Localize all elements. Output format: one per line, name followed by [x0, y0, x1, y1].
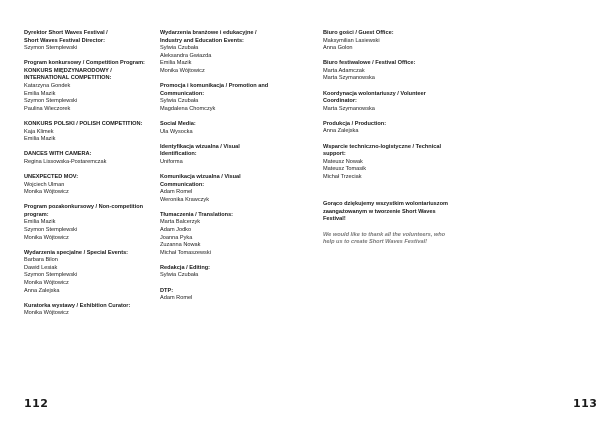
credit-person-name: Paulina Wieczorek [24, 105, 71, 112]
credit-block [323, 144, 473, 182]
credit-role-heading: Social Media: [160, 120, 196, 127]
credit-block [24, 250, 174, 296]
credit-role-heading: Promocja i komunikacja / Promotion and Communication: [160, 83, 269, 97]
credit-person-name: Anna Golon [323, 45, 353, 52]
credit-role-heading: Produkcja / Production: [323, 120, 387, 127]
credit-person-name: Monika Wójtowicz [24, 189, 69, 196]
credit-role-heading: Biuro festiwalowe / Festival Office: [323, 60, 416, 67]
credit-person-name: Michał Trzeciak [323, 173, 362, 180]
credit-person-name: Emilia Mazik [24, 219, 56, 226]
credit-person-name: Adam Jodko [160, 226, 192, 233]
page-number-right: 113 [573, 397, 598, 410]
credit-block [160, 30, 310, 76]
credit-person-name: Adam Romel [160, 295, 193, 302]
thanks-message-polish: Gorąco dziękujemy wszystkim wolontariuszom zaangażowanym w tworzenie Short Waves Festival! [323, 201, 448, 223]
credit-person-name: Monika Wójtowicz [24, 310, 69, 317]
credit-block [24, 174, 174, 197]
credit-role-heading: UNEXPECTED MOV: [24, 173, 79, 180]
credit-role-heading: Wsparcie techniczno-logistyczne / Technical support: [323, 143, 442, 158]
credit-person-name: Emilia Mazik [24, 136, 56, 143]
credits-column-3 [323, 30, 473, 247]
credit-person-name: Magdalena Chomczyk [160, 105, 216, 112]
credit-role-heading: DANCES WITH CAMERA: [24, 151, 92, 158]
credit-block [323, 60, 473, 83]
credit-person-name: Marta Szymanowska [323, 105, 375, 112]
credit-role-heading: Identyfikacja wizualna / Visual Identification: [160, 143, 240, 158]
credit-person-name: Dawid Lesiak [24, 264, 58, 271]
credit-role-heading: Koordynacja wolontariuszy / Volunteer Coordinator: [323, 90, 426, 105]
credit-role-heading: Wydarzenia branżowe i edukacyjne / Industry and Education Events: [160, 30, 257, 44]
credit-role-heading: Biuro gości / Guest Office: [323, 30, 394, 36]
credit-person-name: Anna Zalejska [323, 128, 359, 135]
credits-column-3-blocks [323, 30, 473, 182]
credit-role-heading: Dyrektor Short Waves Festival / Short Waves Festival Director: [24, 30, 108, 44]
credit-person-name: Sylwia Czubała [160, 98, 199, 105]
credit-person-name: Szymon Stemplewski [24, 226, 78, 233]
credit-block [323, 91, 473, 114]
credits-column-2 [160, 30, 310, 310]
credit-block [323, 121, 473, 136]
credit-person-name: Mateusz Nowak [323, 158, 363, 165]
credits-column-1 [24, 30, 174, 325]
credit-person-name: Zuzanna Nowak [160, 242, 201, 249]
credit-block [24, 121, 174, 144]
credit-block [24, 30, 174, 53]
credit-person-name: Szymon Stemplewski [24, 272, 78, 279]
credit-role-heading: Program konkursowy / Competition Program: KONKURS MIĘDZYNARODOWY / INTERNATIONAL COMPETITION: [24, 60, 145, 82]
credit-person-name: Ula Wysocka [160, 128, 193, 135]
credit-person-name: Kaja Klimek [24, 128, 54, 135]
credit-person-name: Katarzyna Gondek [24, 83, 71, 90]
credit-person-name: Emilia Mazik [24, 90, 56, 97]
credit-block [160, 83, 310, 113]
credit-block [160, 265, 310, 280]
credit-person-name: Sylwia Czubała [160, 45, 199, 52]
credit-person-name: Wojciech Ulman [24, 181, 65, 188]
page-number-left: 112 [24, 397, 49, 410]
credit-person-name: Aleksandra Gwiazda [160, 52, 212, 59]
credit-block [160, 121, 310, 136]
credit-person-name: Uniforma [160, 158, 183, 165]
thanks-message-english: We would like to thank all the volunteers, who help us to create Short Waves Festival! [323, 231, 446, 246]
credit-person-name: Barbara Bilon [24, 257, 58, 264]
credit-block [323, 30, 473, 53]
credit-role-heading: Program pozakonkursowy / Non-competition program: [24, 204, 144, 218]
credit-person-name: Szymon Stemplewski [24, 45, 78, 52]
credit-person-name: Monika Wójtowicz [160, 67, 205, 74]
credit-role-heading: DTP: [160, 287, 174, 294]
credit-block [160, 174, 310, 204]
credit-role-heading: Wydarzenia specjalne / Special Events: [24, 249, 129, 256]
credit-block [24, 151, 174, 166]
credit-person-name: Marta Szymanowska [323, 75, 375, 82]
credit-person-name: Emilia Mazik [160, 60, 192, 67]
credit-person-name: Monika Wójtowicz [24, 234, 69, 241]
credit-role-heading: Kuratorka wystawy / Exhibition Curator: [24, 302, 131, 309]
credit-person-name: Sylwia Czubała [160, 272, 199, 279]
credit-person-name: Monika Wójtowicz [24, 280, 69, 287]
credit-person-name: Szymon Stemplewski [24, 98, 78, 105]
credit-block [24, 303, 174, 318]
credit-role-heading: KONKURS POLSKI / POLISH COMPETITION: [24, 120, 143, 127]
credit-role-heading: Redakcja / Editing: [160, 264, 211, 271]
credit-block [24, 60, 174, 113]
credit-person-name: Regina Lissowska-Postaremczak [24, 158, 107, 165]
credit-block [24, 204, 174, 242]
credit-person-name: Maksymilian Lasiewski [323, 37, 380, 44]
credit-block [160, 288, 310, 303]
credit-person-name: Weronika Krawczyk [160, 196, 210, 203]
credit-person-name: Marta Adamczak [323, 67, 365, 74]
credit-role-heading: Komunikacja wizualna / Visual Communication: [160, 173, 241, 188]
credit-role-heading: Tłumaczenia / Translations: [160, 211, 234, 218]
credit-person-name: Michał Tomaszewski [160, 249, 211, 256]
credit-person-name: Marta Balcerzyk [160, 219, 201, 226]
credit-person-name: Joanna Pyka [160, 234, 193, 241]
credit-block [160, 144, 310, 167]
credit-block [160, 212, 310, 258]
credit-person-name: Mateusz Tomasik [323, 166, 367, 173]
credit-person-name: Anna Zalejska [24, 287, 60, 294]
credit-person-name: Adam Romel [160, 189, 193, 196]
